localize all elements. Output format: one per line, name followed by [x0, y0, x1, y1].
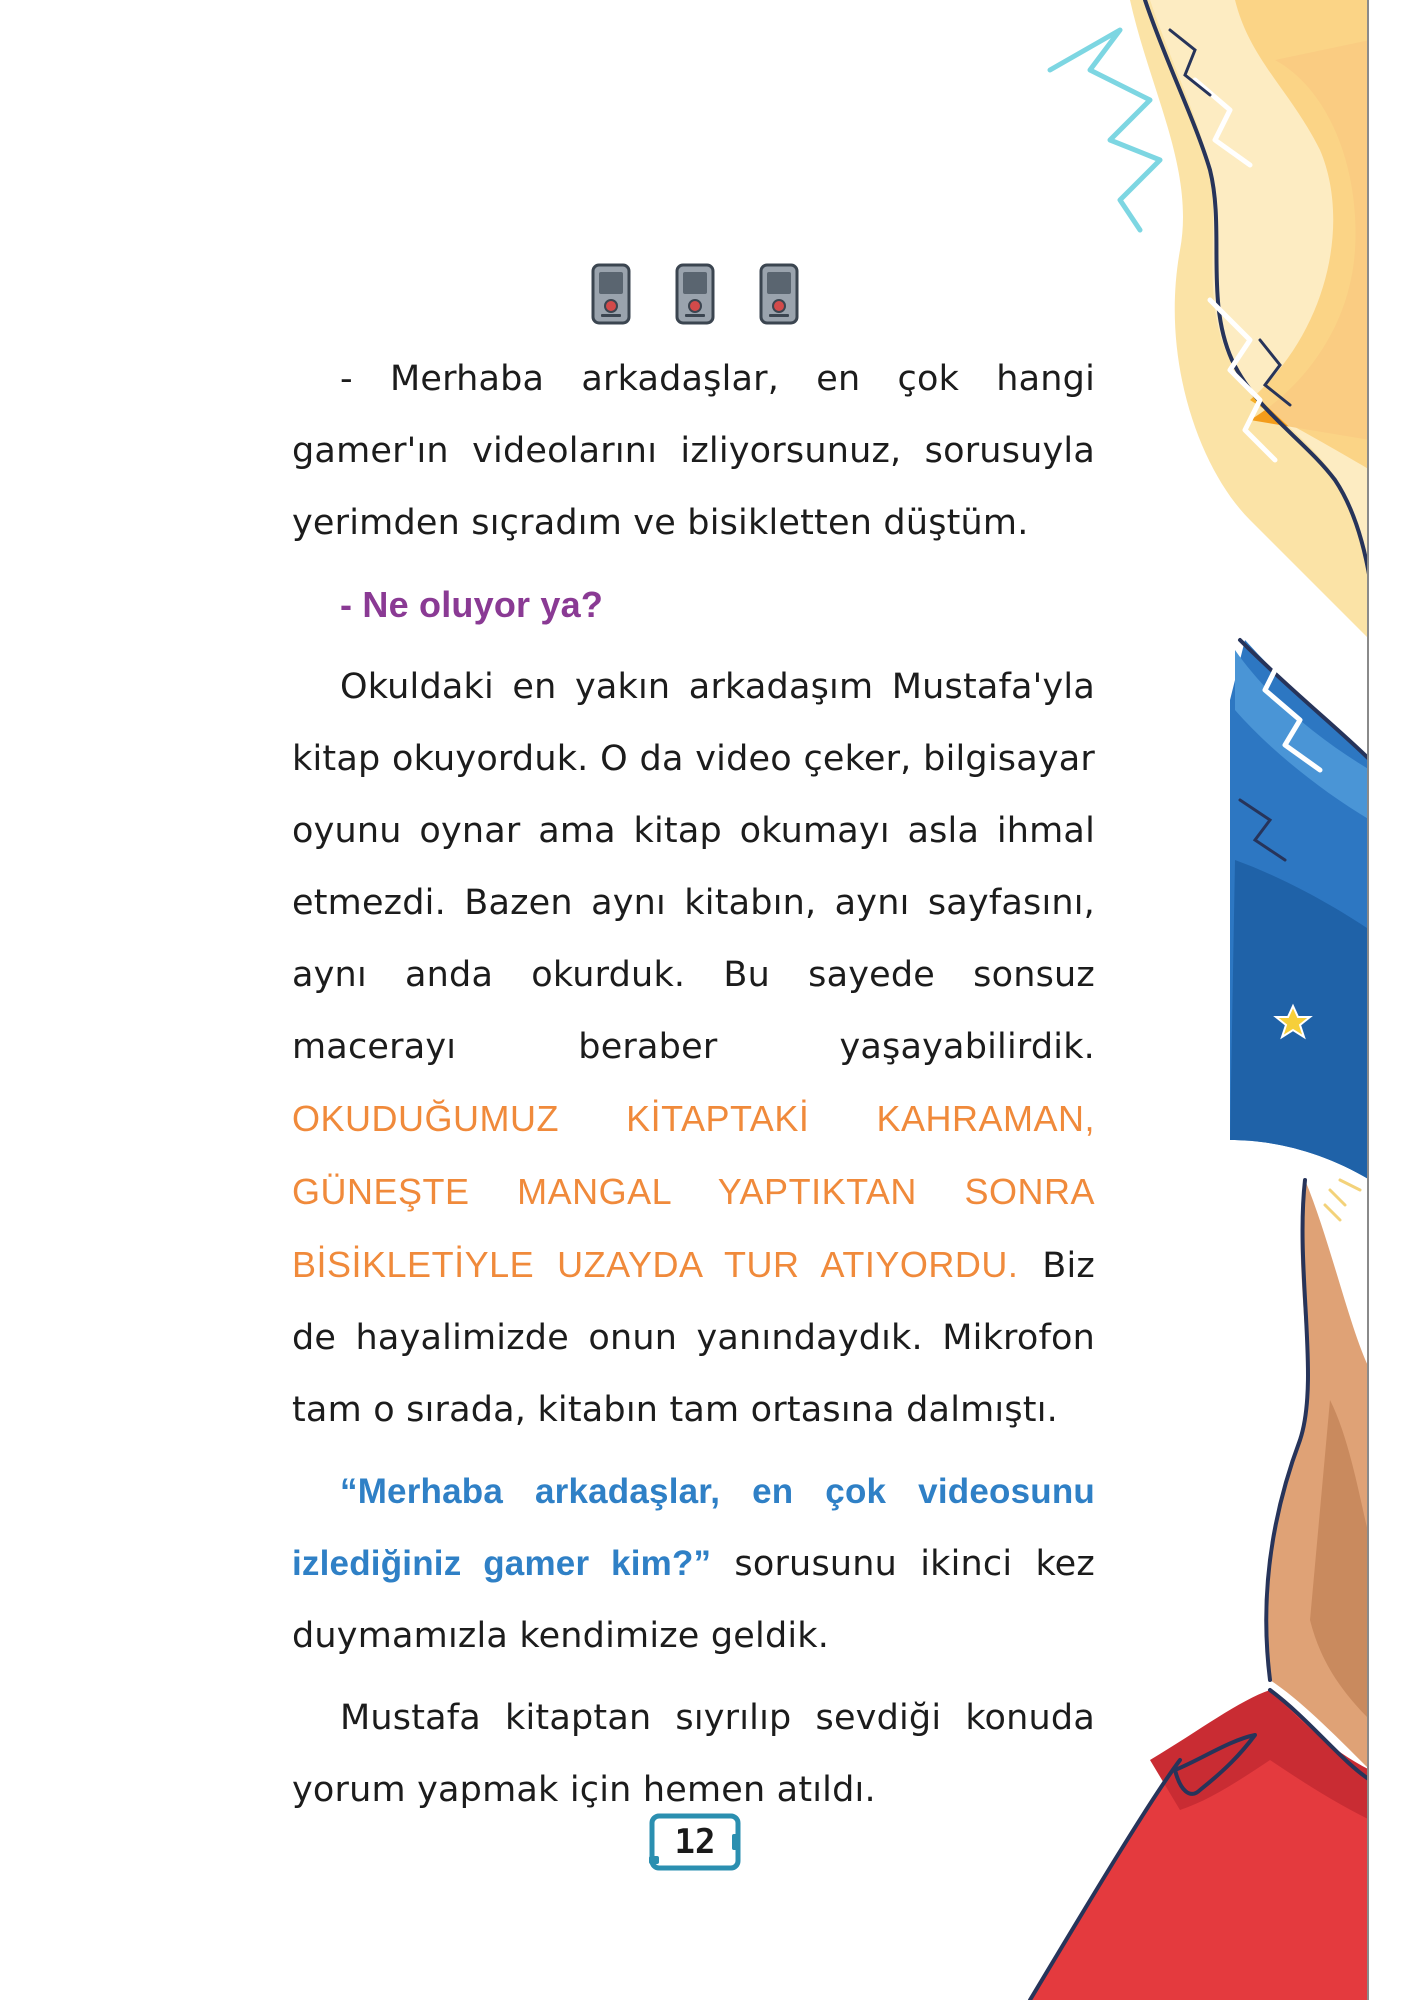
- phone-icon: [674, 262, 716, 326]
- section-divider: [590, 262, 800, 330]
- phone-icon: [758, 262, 800, 326]
- page-number: 12: [674, 1822, 716, 1862]
- paragraph-4-quote: “Merhaba arkadaşlar, en çok videosunu izlediğiniz gamer kim?”: [292, 1472, 1095, 1583]
- spark-lines: [1325, 1180, 1360, 1220]
- story-text: [292, 343, 1095, 1826]
- paragraph-3: [292, 651, 1095, 1446]
- paragraph-3-highlight: OKUDUĞUMUZ KİTAPTAKİ KAHRAMAN, GÜNEŞTE MANGAL YAPTIKTAN SONRA BİSİKLETİYLE UZAYDA TUR ATIYORDU.: [292, 1098, 1095, 1285]
- paragraph-4-rest: sorusunu ikinci kez duymamızla kendimize geldik.: [292, 1544, 1095, 1656]
- phone-icon: [590, 262, 632, 326]
- paragraph-2-dialogue: - Ne oluyor ya?: [340, 584, 604, 625]
- paragraph-5: Mustafa kitaptan sıyrılıp sevdiği konuda yorum yapmak için hemen atıldı.: [292, 1698, 1095, 1810]
- paragraph-4: [292, 1456, 1095, 1672]
- paragraph-3-start: Okuldaki en yakın arkadaşım Mustafa'yla kitap okuyorduk. O da video çeker, bilgisayar oyunu oynar ama kitap okumayı asla ihmal etmezdi. Bazen aynı kitabın, aynı sayfasını, aynı anda okurduk. Bu sayede sonsuz macerayı beraber yaşayabilirdik.: [292, 667, 1095, 1067]
- page-edge: [1368, 0, 1414, 2000]
- zigzag-shape: [1050, 30, 1160, 230]
- paragraph-3-end: Biz de hayalimizde onun yanındaydık. Mikrofon tam o sırada, kitabın tam ortasına dalmıştı.: [292, 1246, 1095, 1430]
- paragraph-1: - Merhaba arkadaşlar, en çok hangi gamer'ın videolarını izliyorsunuz, sorusuyla yerimden sıçradım ve bisikletten düştüm.: [292, 359, 1095, 543]
